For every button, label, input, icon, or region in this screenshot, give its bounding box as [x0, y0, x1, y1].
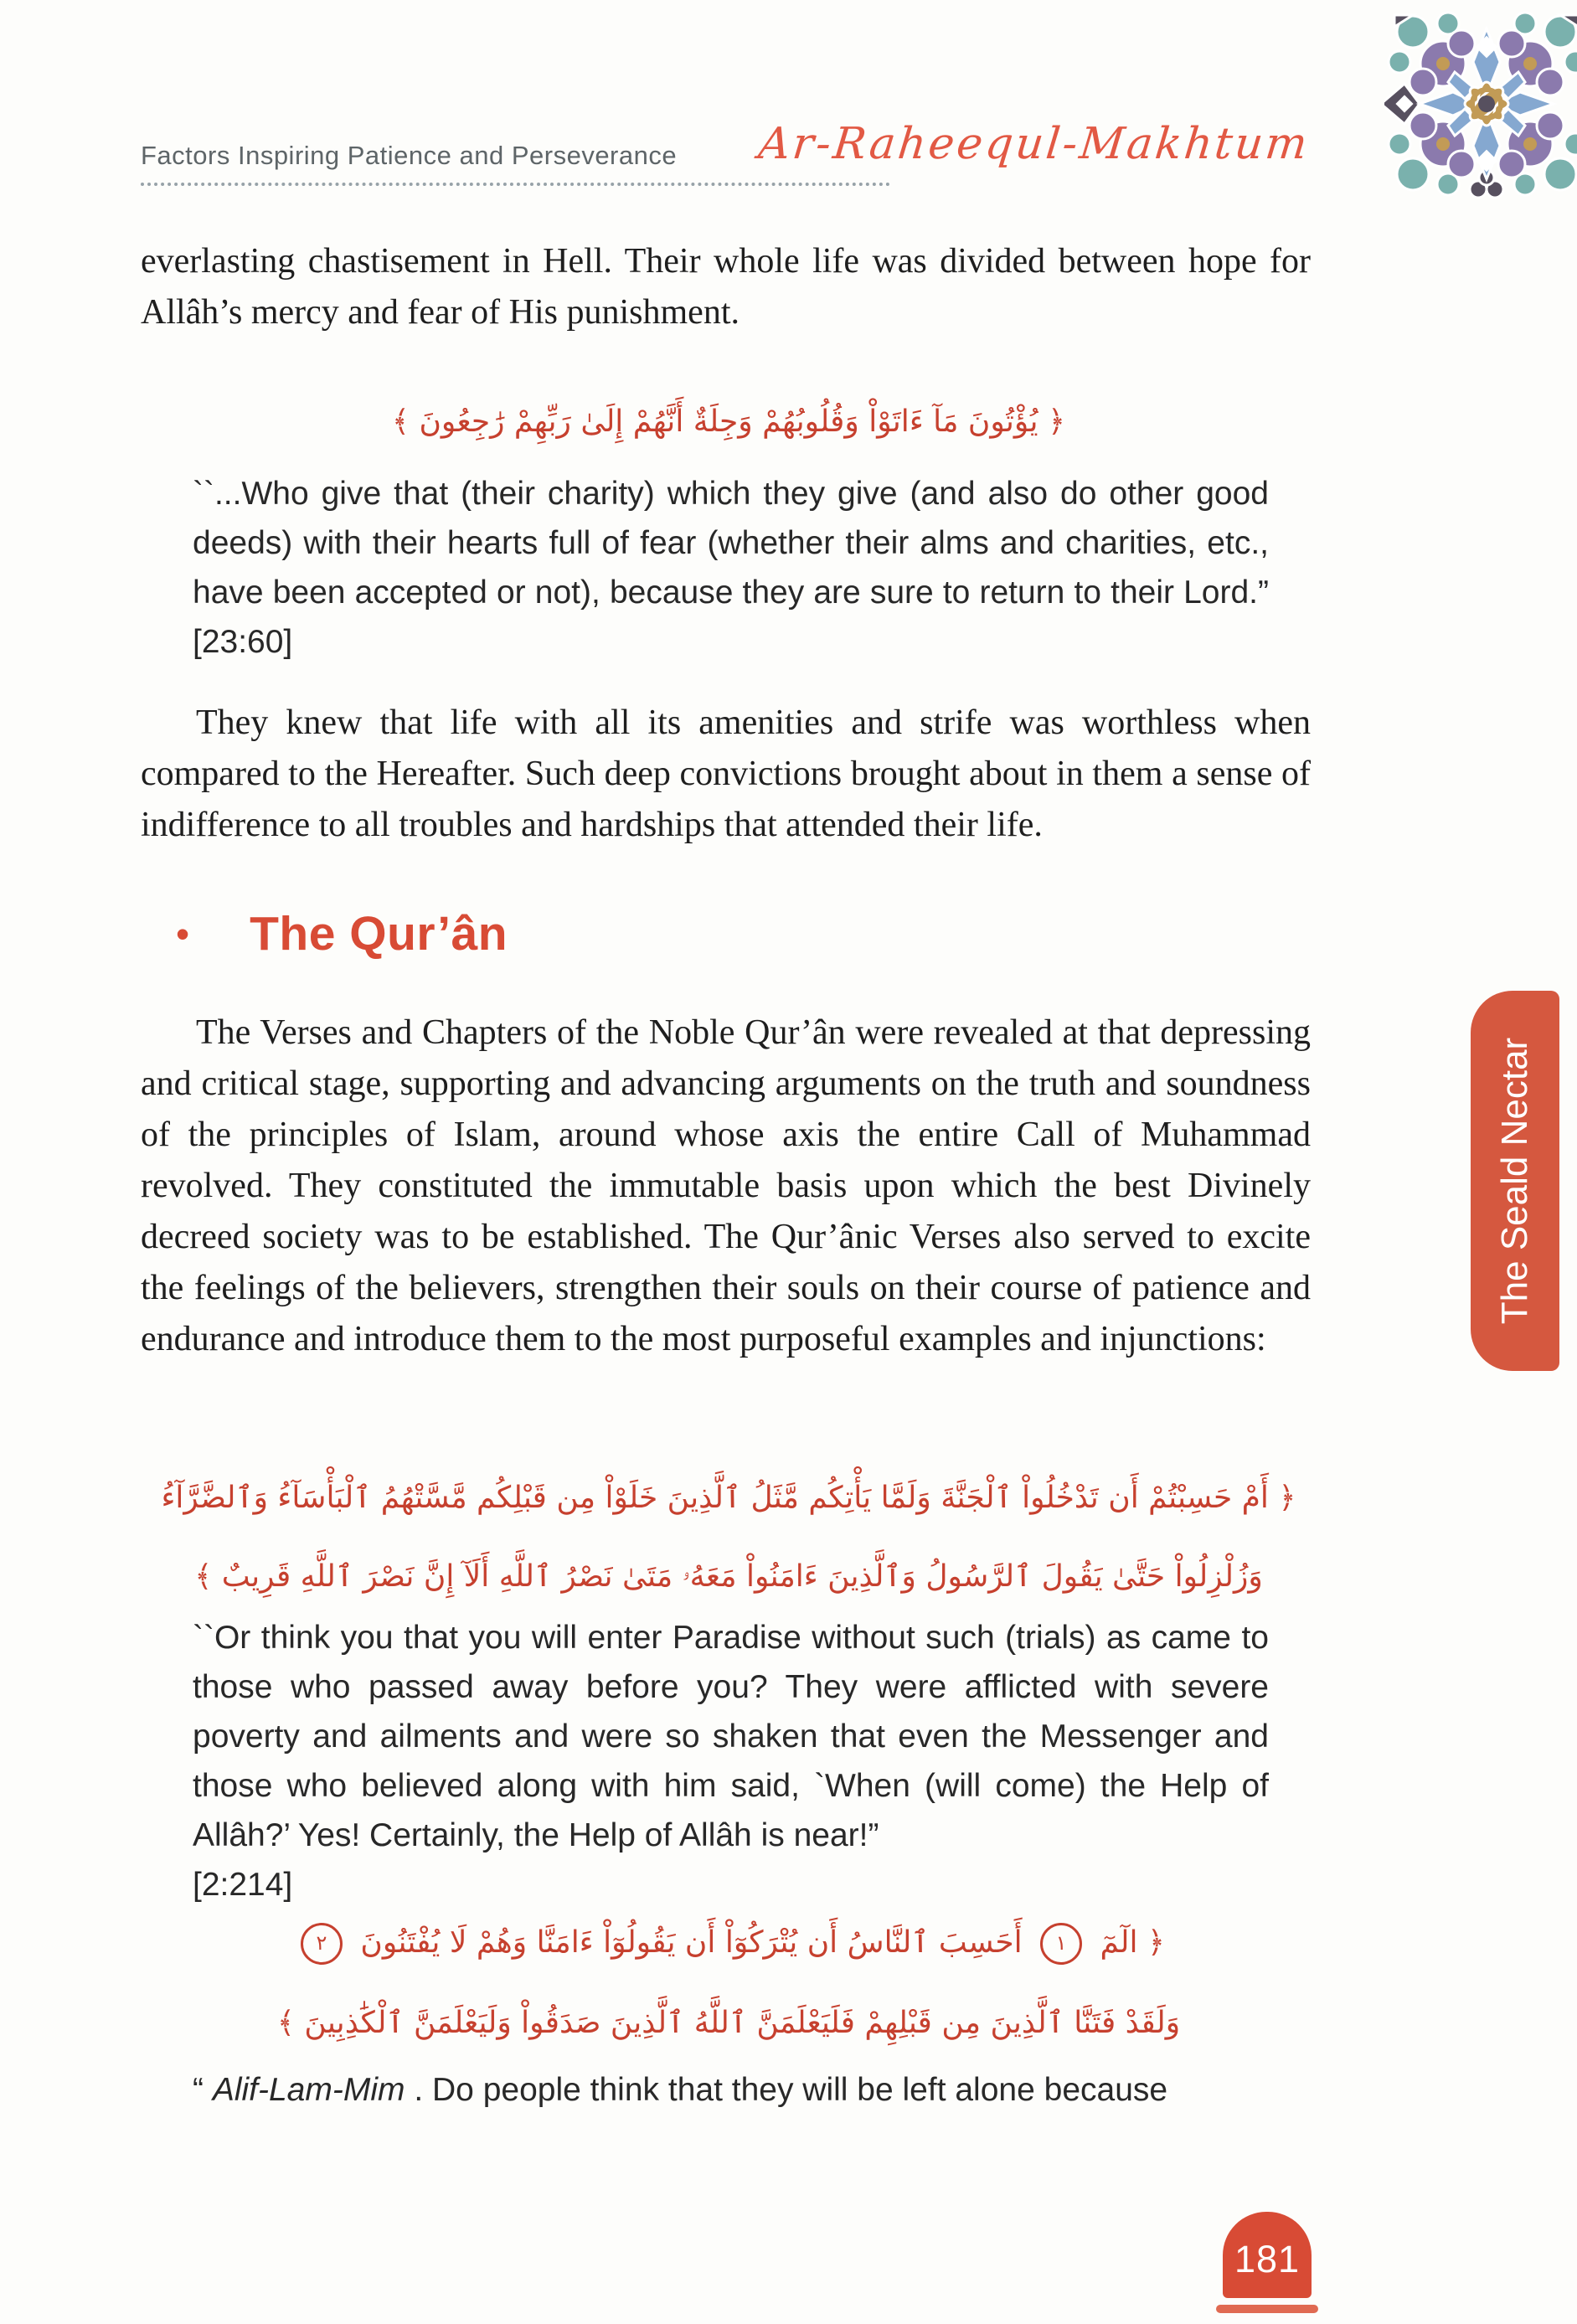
- verse-translation-2-214: [193, 1613, 1269, 1909]
- section-heading-the-quran: The Qur’ân: [250, 907, 508, 961]
- quran-verse-arabic-29-1-3: [117, 1903, 1340, 2064]
- page-number-underline: [1216, 2305, 1318, 2313]
- paragraph: They knew that life with all its amenities and strife was worthless when compared to the Hereafter. Such deep convictions brought about in them a sense of indifference to all troubles and hardships that attended their life.: [141, 703, 1311, 844]
- transliteration-italic: Alif-Lam-Mim: [212, 2072, 405, 2108]
- quote-open: “: [193, 2072, 213, 2108]
- verse-reference: [2:214]: [193, 1867, 293, 1903]
- arabic-verse-line: وَزُلْزِلُواْ حَتَّىٰ يَقُولَ ٱلرَّسُولُ وَٱلَّذِينَ ءَامَنُواْ مَعَهُۥ مَتَىٰ نَصْرُ ٱللَّهِ أَلَآ إِنَّ نَصْرَ ٱللَّهِ قَرِيبٌ ﴾: [194, 1559, 1263, 1594]
- arabic-verse-line: وَلَقَدْ فَتَنَّا ٱلَّذِينَ مِن قَبْلِهِمْ فَلَيَعْلَمَنَّ ٱللَّهُ ٱلَّذِينَ صَدَقُواْ وَلَيَعْلَمَنَّ ٱلْكَٰذِبِينَ ﴾: [276, 2006, 1181, 2040]
- page-number-badge: [1223, 2212, 1312, 2298]
- translation-text: . Do people think that they will be left alone because: [405, 2072, 1168, 2108]
- verse-text: أَحَسِبَ ٱلنَّاسُ أَن يُتْرَكُوٓاْ أَن يَقُولُوٓاْ ءَامَنَّا وَهُمْ لَا يُفْتَنُونَ: [360, 1925, 1023, 1960]
- islamic-rosette-ornament-icon: [1384, 10, 1577, 201]
- arabic-verse-line: ﴿ أَمْ حَسِبْتُمْ أَن تَدْخُلُواْ ٱلْجَنَّةَ وَلَمَّا يَأْتِكُم مَّثَلُ ٱلَّذِينَ خَلَوْاْ مِن قَبْلِكُم مَّسَّتْهُمُ ٱلْبَأْسَآءُ وَٱلضَّرَّآءُ: [161, 1481, 1296, 1515]
- ayah-number-marker: ١: [1040, 1923, 1082, 1965]
- quran-verse-arabic-2-214: [117, 1459, 1340, 1616]
- verse-translation-29-1: [193, 2065, 1269, 2115]
- paragraph: The Verses and Chapters of the Noble Qur’ân were revealed at that depressing and critical stage, supporting and advancing arguments on the truth and soundness of the principles of Islam, around whose axis the entire Call of Muhammad revolved. They constituted the immutable basis upon which the best Divinely decreed society was to be established. The Qur’ânic Verses also served to excite the feelings of the believers, strengthen their souls on their course of patience and endurance and introduce them to the most purposeful examples and injunctions:: [141, 1013, 1311, 1358]
- side-tab-label: The Seald Nectar: [1494, 1037, 1535, 1325]
- translation-text: ``Or think you that you will enter Paradise without such (trials) as came to those who passed away before you? They were afflicted with severe poverty and ailments and were so shaken that even the Messenger and those who believed along with him said, `When (will come) the Help of Allâh?’ Yes! Certainly, the Help of Allâh is near!”: [193, 1620, 1269, 1853]
- verse-translation-23-60: ``...Who give that (their charity) which they give (and also do other good deeds) with their hearts full of fear (whether their alms and charities, etc., have been accepted or not), because they are sure to return to their Lord.” [23:60]: [193, 476, 1269, 660]
- ayah-number-marker: ٢: [301, 1923, 343, 1965]
- quran-verse-arabic-23-60: ﴿ يُؤْتُونَ مَآ ءَاتَوْاْ وَقُلُوبُهُمْ وَجِلَةٌ أَنَّهُمْ إِلَىٰ رَبِّهِمْ رَٰجِعُونَ ﴾: [391, 405, 1066, 439]
- chapter-side-tab: [1471, 991, 1559, 1371]
- section-heading-row: [176, 906, 508, 961]
- heading-bullet: •: [176, 912, 190, 956]
- paragraph-continuation: everlasting chastisement in Hell. Their whole life was divided between hope for Allâh’s mercy and fear of His punishment.: [141, 242, 1311, 332]
- running-header-book-title: Ar-Raheequl-Makhtum: [755, 119, 1312, 169]
- running-header-section-title: Factors Inspiring Patience and Perseverance: [141, 141, 678, 170]
- verse-opening: ﴿ الٓمٓ: [1100, 1925, 1166, 1960]
- arabic-verse-line: [117, 1903, 1340, 1983]
- page-number: 181: [1234, 2237, 1301, 2280]
